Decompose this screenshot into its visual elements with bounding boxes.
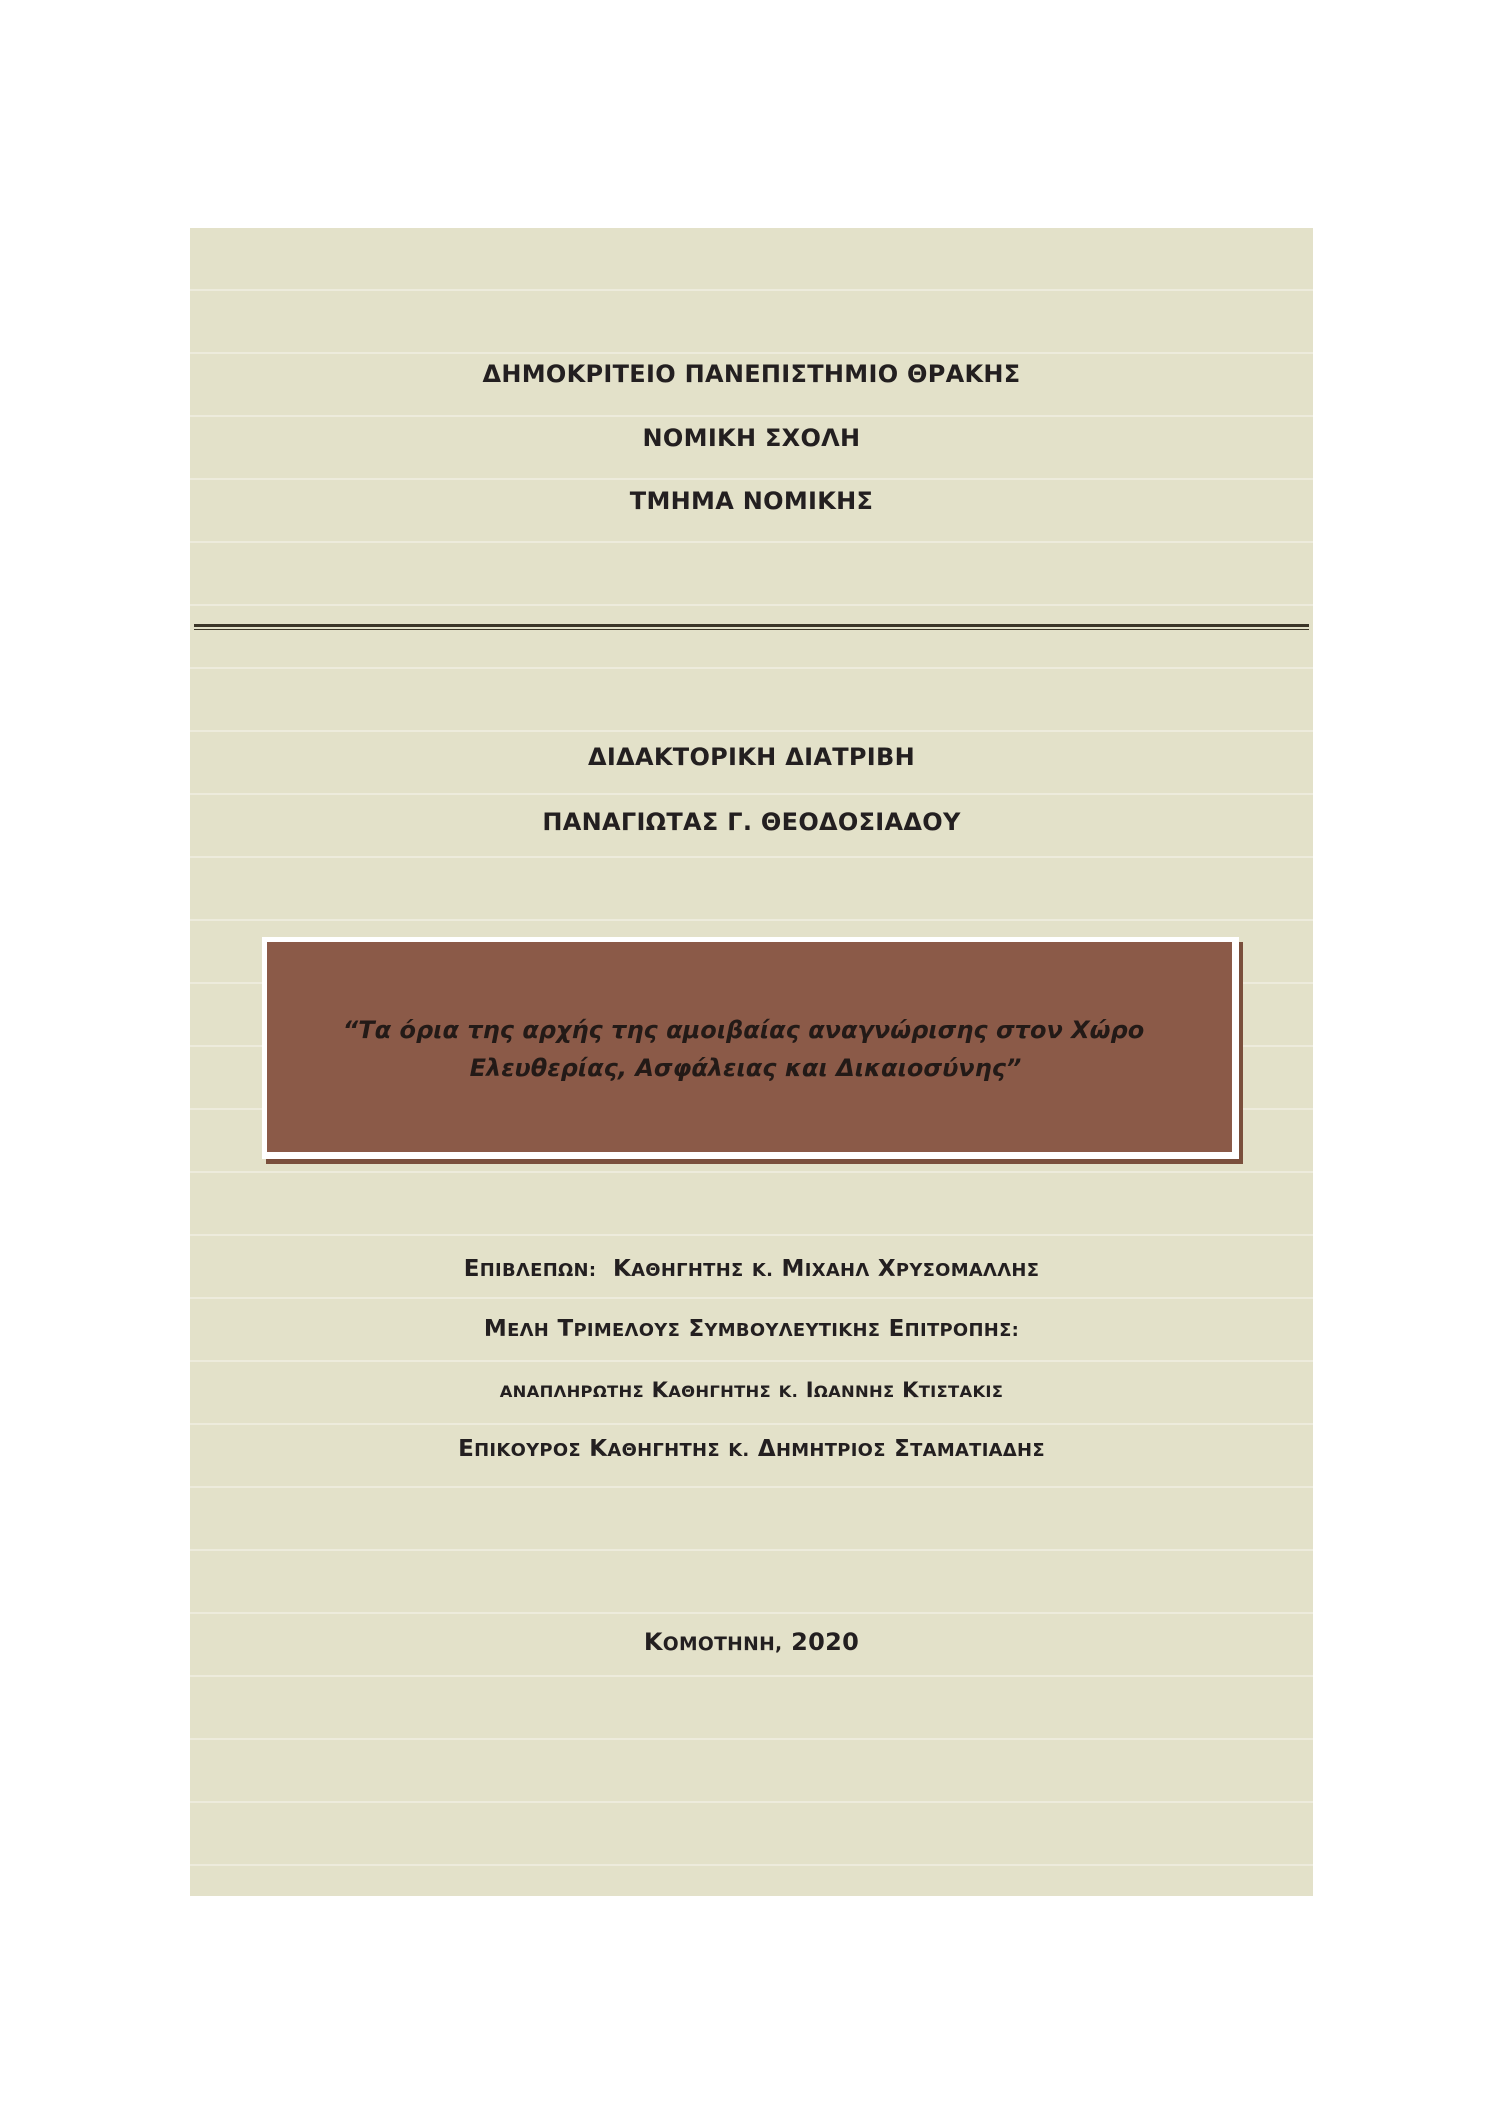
committee-member-2 — [190, 1436, 1313, 1462]
member-1-title: ΚΑΘΗΓΗΤΗΣ — [651, 1378, 771, 1402]
supervisor-prefix: Κ. — [751, 1260, 774, 1281]
member-1-last-name: ΚΤΙΣΤΑΚΙΣ — [902, 1378, 1004, 1402]
place-and-year — [190, 1628, 1313, 1656]
thesis-type: ΔΙΔΑΚΤΟΡΙΚΗ ΔΙΑΤΡΙΒΗ — [588, 743, 915, 771]
member-2-title: ΚΑΘΗΓΗΤΗΣ — [589, 1436, 720, 1462]
supervisor-last-name: ΧΡΥΣΟΜΑΛΛΗΣ — [877, 1256, 1040, 1282]
member-1-role: ΑΝΑΠΛΗΡΩΤΗΣ — [499, 1382, 644, 1401]
school-name: ΝΟΜΙΚΗ ΣΧΟΛΗ — [642, 424, 861, 452]
committee-heading: ΜΕΛΗ ΤΡΙΜΕΛΟΥΣ ΣΥΜΒΟΥΛΕΥΤΙΚΗΣ ΕΠΙΤΡΟΠΗΣ: — [483, 1316, 1020, 1342]
department-name: ΤΜΗΜΑ ΝΟΜΙΚΗΣ — [629, 487, 874, 515]
thesis-title-line-1: “Τα όρια της αρχής της αμοιβαίας αναγνώρισης στον Χώρο — [342, 1016, 1145, 1044]
member-1-first-name: ΙΩΑΝΝΗΣ — [805, 1378, 895, 1402]
supervisor-first-name: ΜΙΧΑΗΛ — [781, 1256, 870, 1282]
thesis-title-panel — [267, 942, 1232, 1152]
thesis-title-box — [262, 937, 1239, 1159]
member-2-last-name: ΣΤΑΜΑΤΙΑΔΗΣ — [894, 1436, 1045, 1462]
supervisor-title: ΚΑΘΗΓΗΤΗΣ — [612, 1256, 744, 1282]
committee-member-1 — [190, 1378, 1313, 1402]
member-2-prefix: Κ. — [728, 1440, 750, 1461]
supervisor-line — [190, 1256, 1313, 1282]
header-divider — [194, 624, 1309, 630]
year: 2020 — [791, 1628, 860, 1656]
author-name: ΠΑΝΑΓΙΩΤΑΣ Γ. ΘΕΟΔΟΣΙΑΔΟΥ — [542, 808, 961, 836]
university-name: ΔΗΜΟΚΡΙΤΕΙΟ ΠΑΝΕΠΙΣΤΗΜΙΟ ΘΡΑΚΗΣ — [482, 360, 1021, 388]
member-1-prefix: Κ. — [778, 1382, 799, 1401]
thesis-title-line-2: Ελευθερίας, Ασφάλειας και Δικαιοσύνης” — [469, 1054, 1022, 1082]
member-2-role: ΕΠΙΚΟΥΡΟΣ — [458, 1436, 581, 1462]
supervisor-role: ΕΠΙΒΛΕΠΩΝ: — [463, 1256, 597, 1282]
cover-page — [190, 228, 1313, 1896]
city: ΚΟΜΟΤΗΝΗ, — [643, 1628, 783, 1656]
member-2-first-name: ΔΗΜΗΤΡΙΟΣ — [757, 1436, 886, 1462]
